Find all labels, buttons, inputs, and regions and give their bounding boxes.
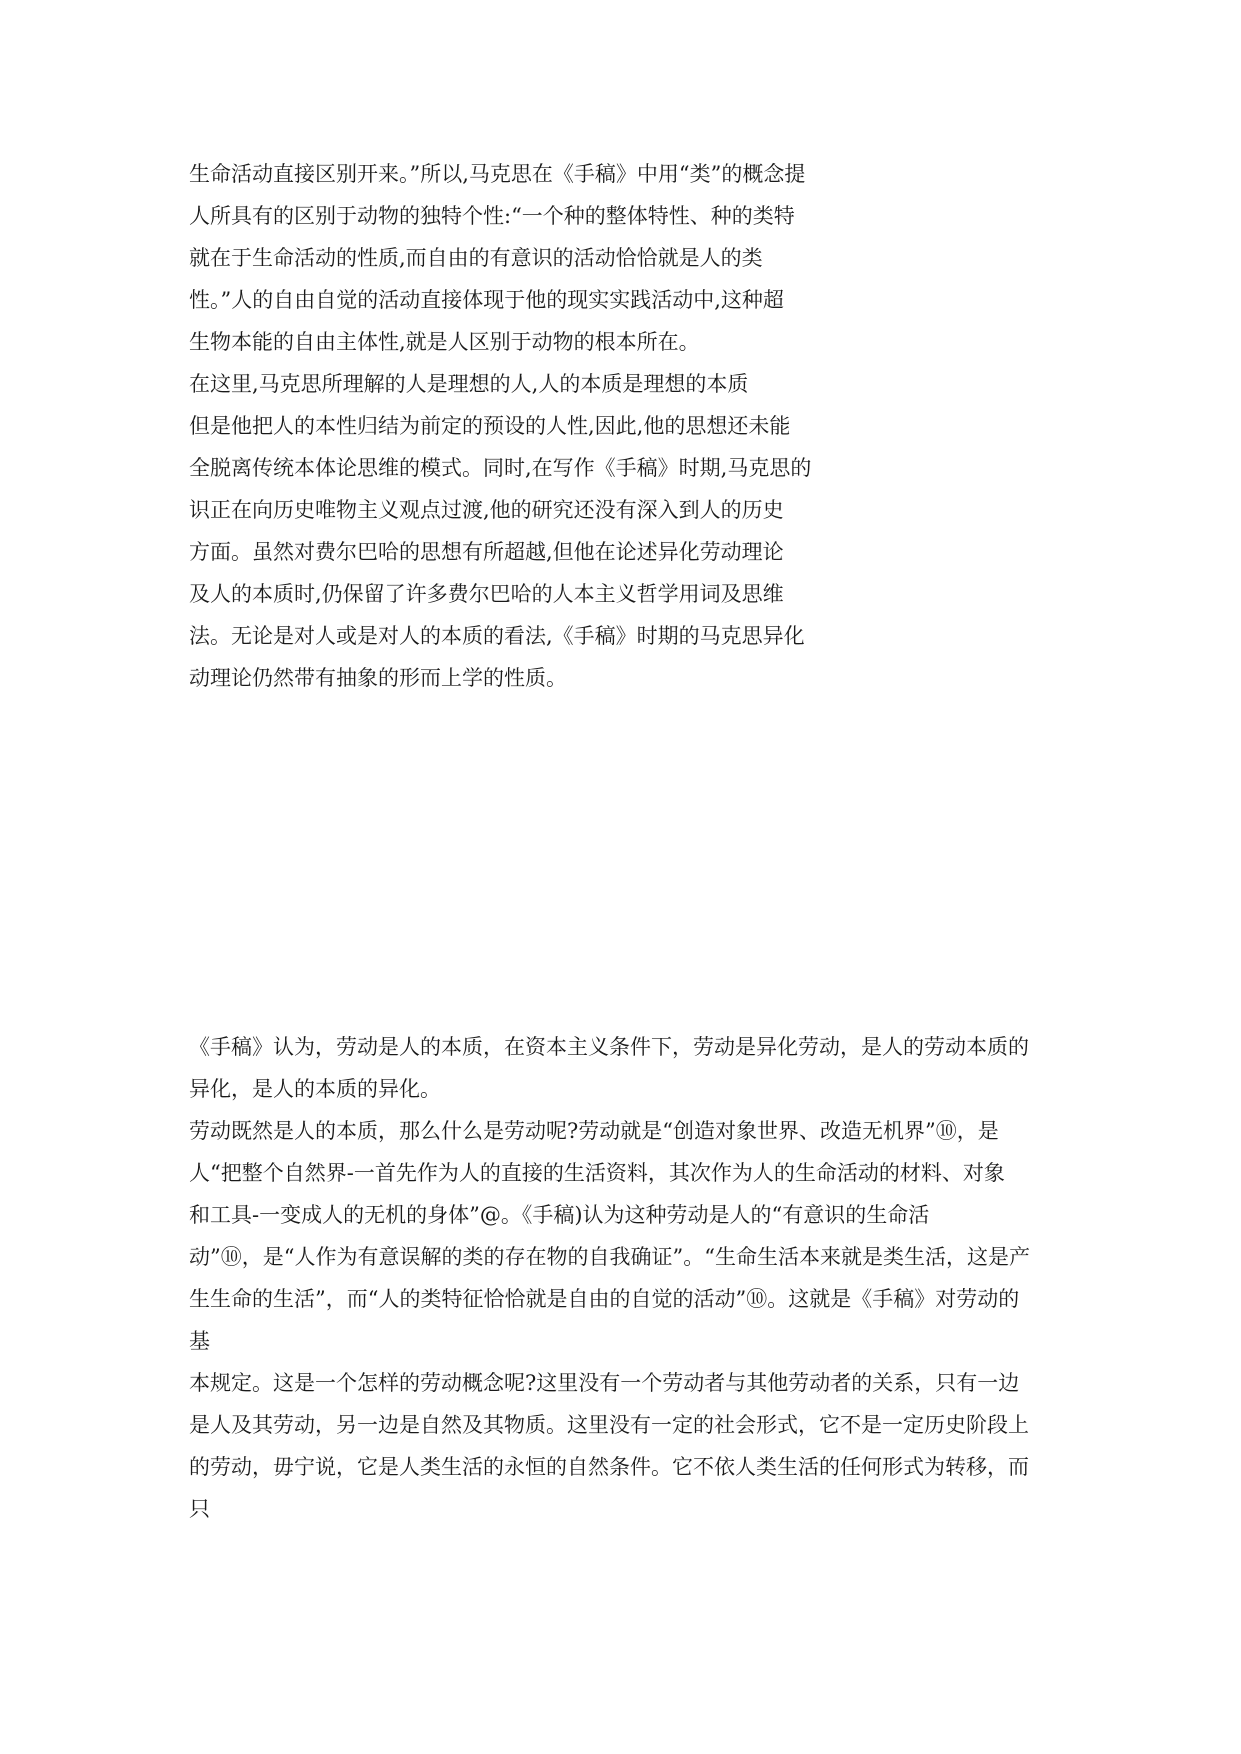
paragraph-line: 在这里,马克思所理解的人是理想的人,人的本质是理想的本质: [189, 372, 749, 396]
paragraph-line: 异化，是人的本质的异化。: [189, 1077, 441, 1101]
paragraph-line: 的劳动，毋宁说，它是人类生活的永恒的自然条件。它不依人类生活的任何形式为转移，而: [189, 1455, 1029, 1479]
paragraph-line: 生物本能的自由主体性,就是人区别于动物的根本所在。: [189, 330, 700, 354]
paragraph-line: 动”⑩，是“人作为有意误解的类的存在物的自我确证”。“生命生活本来就是类生活，这是产: [189, 1245, 1030, 1269]
paragraph-line: 及人的本质时,仍保留了许多费尔巴哈的人本主义哲学用词及思维: [189, 582, 784, 606]
paragraph-line: 性。”人的自由自觉的活动直接体现于他的现实实践活动中,这种超: [189, 288, 784, 312]
paragraph-line: 劳动既然是人的本质，那么什么是劳动呢?劳动就是“创造对象世界、改造无机界”⑩，是: [189, 1119, 999, 1143]
paragraph-line: 《手稿》认为，劳动是人的本质，在资本主义条件下，劳动是异化劳动，是人的劳动本质的: [189, 1035, 1029, 1059]
paragraph-line: 人所具有的区别于动物的独特个性:“一个种的整体特性、种的类特: [189, 204, 795, 228]
paragraph-line: 和工具-一变成人的无机的身体”@。《手稿)认为这种劳动是人的“有意识的生命活: [189, 1203, 930, 1227]
paragraph-line: 就在于生命活动的性质,而自由的有意识的活动恰恰就是人的类: [189, 246, 763, 270]
paragraph-line: 动理论仍然带有抽象的形而上学的性质。: [189, 666, 567, 690]
paragraph-line: 本规定。这是一个怎样的劳动概念呢?这里没有一个劳动者与其他劳动者的关系，只有一边: [189, 1371, 1020, 1395]
paragraph-line: 全脱离传统本体论思维的模式。同时,在写作《手稿》时期,马克思的: [189, 456, 812, 480]
paragraph-line: 人“把整个自然界-一首先作为人的直接的生活资料，其次作为人的生命活动的材料、对象: [189, 1161, 1005, 1185]
paragraph-line: 识正在向历史唯物主义观点过渡,他的研究还没有深入到人的历史: [189, 498, 784, 522]
paragraph-line: 基: [189, 1329, 210, 1353]
paragraph-line: 是人及其劳动，另一边是自然及其物质。这里没有一定的社会形式，它不是一定历史阶段上: [189, 1413, 1029, 1437]
paragraph-line: 法。无论是对人或是对人的本质的看法,《手稿》时期的马克思异化: [189, 624, 805, 648]
paragraph-line: 生命活动直接区别开来。”所以,马克思在《手稿》中用“类”的概念提: [189, 162, 806, 186]
paragraph-line: 方面。虽然对费尔巴哈的思想有所超越,但他在论述异化劳动理论: [189, 540, 784, 564]
paragraph-line: 但是他把人的本性归结为前定的预设的人性,因此,他的思想还未能: [189, 414, 791, 438]
paragraph-line: 生生命的生活”，而“人的类特征恰恰就是自由的自觉的活动”⑩。这就是《手稿》对劳动的: [189, 1287, 1020, 1311]
paragraph-line: 只: [189, 1497, 210, 1521]
